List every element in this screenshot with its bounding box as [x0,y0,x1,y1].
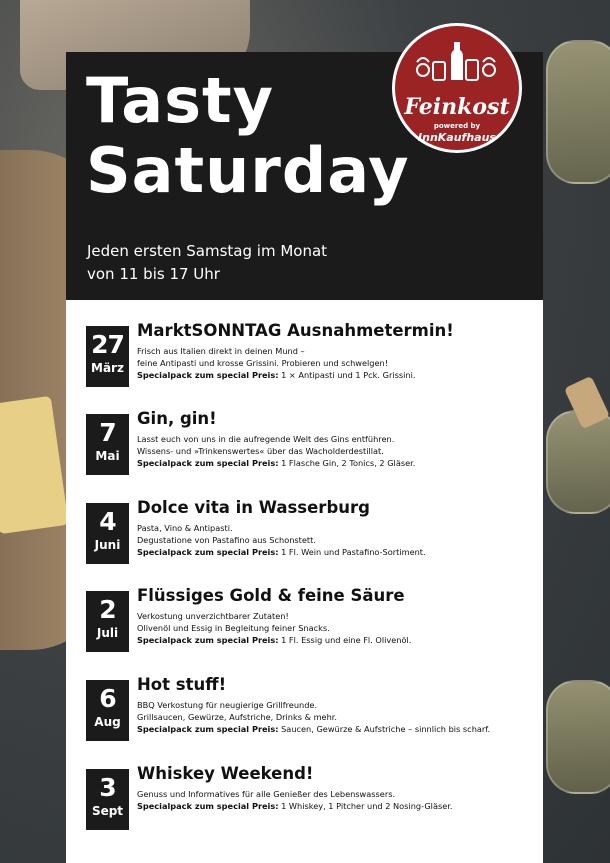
event-description-line: Olivenöl und Essig in Begleitung feiner Snacks. [137,623,330,633]
subtitle-line-2: von 11 bis 17 Uhr [87,265,220,283]
event-special-offer [137,369,537,381]
special-text: 1 Fl. Essig und eine Fl. Olivenöl. [281,635,412,645]
special-label: Specialpack zum special Preis: [137,801,279,811]
event-description-line: Lasst euch von uns in die aufregende Welt des Gins entführen. [137,434,395,444]
event-content [137,674,537,735]
event-content [137,408,537,469]
event-title: Whiskey Weekend! [137,764,314,783]
wine-glass [546,40,610,184]
event-special-offer [137,457,537,469]
special-label: Specialpack zum special Preis: [137,458,279,468]
subtitle-line-1: Jeden ersten Samstag im Monat [87,242,328,260]
event-month: Juni [94,538,121,552]
event-title: Gin, gin! [137,409,217,428]
special-label: Specialpack zum special Preis: [137,635,279,645]
event-item [86,674,536,754]
event-day: 3 [99,773,116,802]
event-day: 27 [91,330,124,359]
logo-powered-by: powered by [433,122,481,130]
page-title [86,66,410,206]
event-item [86,497,536,577]
feinkost-logo [392,23,522,153]
event-description-line: feine Antipasti und krosse Grissini. Probieren und schwelgen! [137,358,388,368]
event-special-offer [137,634,537,646]
event-day: 4 [99,507,116,536]
event-content [137,585,537,646]
logo-company: InnKaufhaus [418,131,496,144]
event-item [86,408,536,488]
event-special-offer [137,723,537,735]
event-content [137,763,537,812]
event-special-offer [137,800,537,812]
event-month: Sept [91,804,124,818]
event-date-box [86,680,129,741]
event-title: MarktSONNTAG Ausnahmetermin! [137,321,454,340]
event-date-box [86,591,129,652]
wine-glass [546,680,610,794]
event-content [137,320,537,381]
event-content [137,497,537,558]
event-description-line: Genuss und Informatives für alle Genießer des Lebenswassers. [137,789,396,799]
event-day: 2 [99,595,116,624]
event-description-line: Frisch aus Italien direkt in deinen Mund – [137,346,305,356]
event-title: Dolce vita in Wasserburg [137,498,370,517]
event-month: Mai [95,449,120,463]
title-line-1: Tasty [86,64,275,137]
special-label: Specialpack zum special Preis: [137,547,279,557]
special-text: 1 Whiskey, 1 Pitcher und 2 Nosing-Gläser. [281,801,453,811]
special-label: Specialpack zum special Preis: [137,370,279,380]
events-panel [66,300,543,863]
event-description-line: BBQ Verkostung für neugierige Grillfreunde. [137,700,318,710]
subtitle [87,240,327,286]
logo-brand: Feinkost [404,94,510,120]
wine-glass [546,410,610,514]
event-item [86,320,536,400]
special-label: Specialpack zum special Preis: [137,724,279,734]
special-text: 1 × Antipasti und 1 Pck. Grissini. [281,370,416,380]
event-title: Hot stuff! [137,675,227,694]
event-description-line: Grillsaucen, Gewürze, Aufstriche, Drinks & mehr. [137,712,337,722]
event-day: 7 [99,418,116,447]
event-item [86,585,536,665]
event-date-box [86,414,129,475]
event-description-line: Pasta, Vino & Antipasti. [137,523,233,533]
special-text: Saucen, Gewürze & Aufstriche – sinnlich bis scharf. [281,724,491,734]
event-description-line: Degustatione von Pastafino aus Schonstett. [137,535,316,545]
special-text: 1 Flasche Gin, 2 Tonics, 2 Gläser. [281,458,416,468]
event-month: Aug [94,715,121,729]
event-month: Juli [96,626,119,640]
event-date-box [86,326,129,387]
event-day: 6 [99,684,116,713]
event-date-box [86,503,129,564]
event-description-line: Wissens- und »Trinkenswertes« über das Wacholderdestillat. [137,446,384,456]
event-title: Flüssiges Gold & feine Säure [137,586,405,605]
event-special-offer [137,546,537,558]
title-line-2: Saturday [86,134,410,207]
event-date-box [86,769,129,830]
special-text: 1 Fl. Wein und Pastafino-Sortiment. [281,547,426,557]
event-item [86,763,536,843]
bottles-olives-icon [413,40,501,82]
event-month: März [91,361,124,375]
event-description-line: Verkostung unverzichtbarer Zutaten! [137,611,289,621]
